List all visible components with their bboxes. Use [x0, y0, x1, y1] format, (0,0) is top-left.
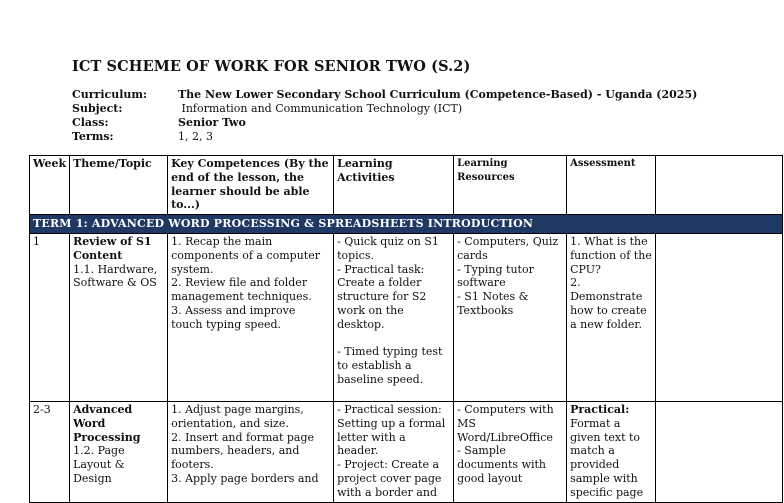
resource-item: - Computers, Quiz cards — [457, 234, 559, 262]
resources-cell — [454, 233, 567, 401]
competence-item: 3. Assess and improve touch typing speed. — [171, 303, 296, 331]
assessment-label: Practical: — [570, 402, 630, 416]
header-resources: Learning Resources — [454, 156, 567, 215]
meta-label: Curriculum: — [72, 88, 148, 101]
scheme-of-work-table — [29, 155, 783, 503]
table-row — [30, 233, 783, 401]
meta-label: Subject: — [72, 102, 123, 115]
meta-terms — [72, 130, 697, 144]
document-title: ICT SCHEME OF WORK FOR SENIOR TWO (S.2) — [72, 58, 471, 75]
header-competences: Key Competences (By the end of the lesson, the learner should be able to...) — [168, 156, 334, 215]
competences-cell — [168, 401, 334, 502]
theme-subtopic: 1.2. Page Layout & Design — [73, 444, 125, 485]
meta-value: Information and Communication Technology (ICT) — [178, 102, 463, 115]
header-assessment: Assessment — [567, 156, 656, 215]
meta-value: 1, 2, 3 — [178, 130, 213, 143]
meta-subject — [72, 102, 697, 116]
activity-item: - Timed typing test to establish a baseline speed. — [337, 345, 443, 386]
assessment-item: Format a given text to match a provided sample with specific page — [570, 416, 644, 499]
week-cell: 2-3 — [30, 401, 70, 502]
term-banner-row — [30, 215, 783, 234]
assessment-item: 2. Demonstrate how to create a new folder. — [570, 276, 647, 331]
table-header-row — [30, 156, 783, 215]
competence-item: 1. Adjust page margins, orientation, and size. — [171, 402, 304, 430]
resource-item: - S1 Notes & Textbooks — [457, 290, 529, 317]
blank-cell — [656, 401, 783, 502]
meta-label: Terms: — [72, 130, 114, 143]
theme-cell — [70, 401, 168, 502]
assessment-cell — [567, 233, 656, 401]
blank-cell — [656, 233, 783, 401]
meta-label: Class: — [72, 116, 109, 129]
competences-cell — [168, 233, 334, 401]
term-banner: TERM 1: ADVANCED WORD PROCESSING & SPREADSHEETS INTRODUCTION — [30, 215, 783, 234]
document-meta — [72, 88, 697, 144]
activities-cell — [334, 401, 454, 502]
competence-item: 2. Review file and folder management techniques. — [171, 276, 312, 304]
activity-item: - Practical session: Setting up a formal letter with a header. — [337, 402, 446, 458]
meta-value: The New Lower Secondary School Curriculum (Competence-Based) - Uganda (2025) — [178, 88, 698, 101]
resource-item: - Sample documents with good layout — [457, 444, 547, 485]
assessment-cell — [567, 401, 656, 502]
header-theme: Theme/Topic — [70, 156, 168, 215]
table-row — [30, 401, 783, 502]
activities-cell — [334, 233, 454, 401]
activity-item: - Quick quiz on S1 topics. — [337, 234, 439, 262]
activity-item: - Practical task: Create a folder structure for S2 work on the desktop. — [337, 262, 427, 331]
theme-title: Advanced Word Processing — [73, 402, 141, 444]
week-cell: 1 — [30, 233, 70, 401]
competence-item: 1. Recap the main components of a computer system. — [171, 234, 320, 276]
header-activities: Learning Activities — [334, 156, 454, 215]
meta-value: Senior Two — [178, 116, 246, 129]
theme-cell — [70, 233, 168, 401]
meta-class — [72, 116, 697, 130]
theme-title: Review of S1 Content — [73, 234, 152, 262]
competence-item: 3. Apply page borders and — [171, 471, 319, 485]
header-blank — [656, 156, 783, 215]
assessment-item: 1. What is the function of the CPU? — [570, 234, 652, 276]
competence-item: 2. Insert and format page numbers, headers, and footers. — [171, 430, 315, 472]
meta-curriculum — [72, 88, 697, 102]
theme-subtopic: 1.1. Hardware, Software & OS — [73, 262, 158, 290]
header-week: Week — [30, 156, 70, 215]
resources-cell — [454, 401, 567, 502]
activity-spacer — [337, 332, 450, 346]
resource-item: - Typing tutor software — [457, 262, 534, 290]
activity-item: - Project: Create a project cover page with a border and — [337, 458, 442, 499]
resource-item: - Computers with MS Word/LibreOffice — [457, 402, 554, 444]
